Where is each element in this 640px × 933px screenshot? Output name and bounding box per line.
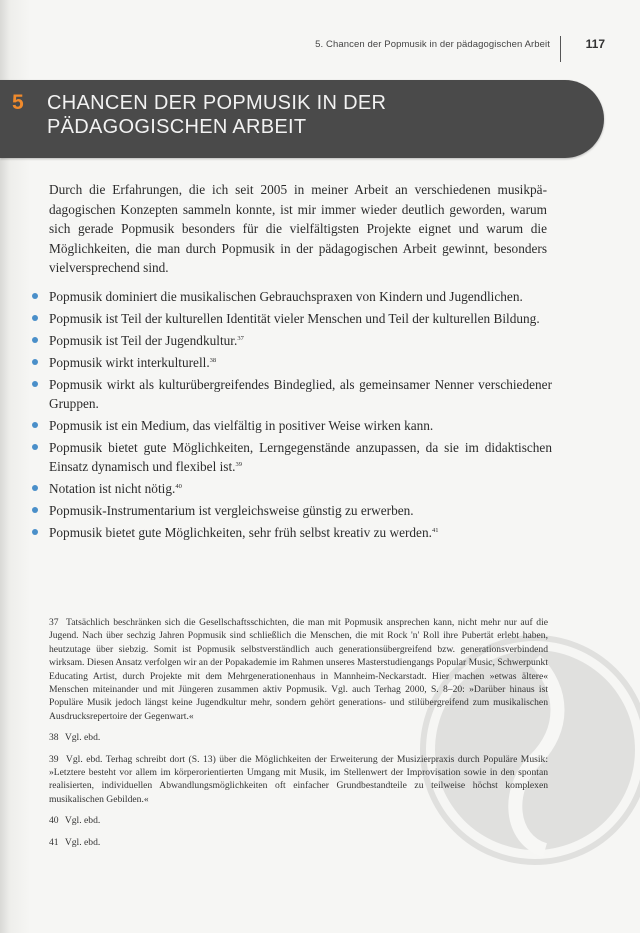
footnotes xyxy=(49,616,548,857)
intro-paragraph: Durch die Erfahrungen, die ich seit 2005 in meiner Arbeit an verschiedenen musikpädagogischen Konzepten sammeln konnte, ist mir immer wieder deutlich geworden, warum sich gerade Popmusik besonders für die vielfältigsten Projekte eignet und warum die Möglichkeiten, die man durch Popmusik in der pädagogischen Arbeit gewinnt, besonders vielversprechend sind. xyxy=(49,182,547,275)
list-item xyxy=(32,523,552,542)
bullet-list xyxy=(32,287,552,545)
footnote-number: 38 xyxy=(49,732,59,744)
chapter-title xyxy=(47,91,567,139)
footnote-text: Vgl. ebd. xyxy=(64,732,101,744)
list-item xyxy=(32,353,552,372)
list-item-text: Popmusik ist Teil der Jugendkultur. xyxy=(49,333,238,348)
bullet-dot-icon xyxy=(32,529,38,535)
list-item-text: Popmusik ist ein Medium, das vielfältig in positiver Weise wirken kann. xyxy=(49,418,434,433)
list-item-text: Popmusik wirkt als kulturübergreifendes Bindeglied, als gemeinsamer Nenner verschiedener Gruppen. xyxy=(49,377,552,411)
bullet-dot-icon xyxy=(32,359,38,365)
footnote-number: 40 xyxy=(49,815,59,827)
footnote-text: Vgl. ebd. Terhag schreibt dort (S. 13) über die Möglichkeiten der Erweiterung der Musizierpraxis durch Populäre Musik: »Letztere besteht vor allem im körperorientierten Umgang mit Musik, im Stellenwert der Improvisation sowie in den spontan realisierten, individuellen Abwandlungsmöglichkeiten oft einfacher Grundbestandteile zu teilweise höchst komplexen musikalischen Gebilden.« xyxy=(49,753,549,805)
footnote xyxy=(49,616,548,723)
footnote-text: Vgl. ebd. xyxy=(64,815,101,827)
footnote-ref[interactable]: 41 xyxy=(431,527,439,534)
footnote-ref[interactable]: 38 xyxy=(209,357,217,364)
list-item xyxy=(32,375,552,413)
list-item-text: Notation ist nicht nötig. xyxy=(49,481,176,496)
list-item xyxy=(32,438,552,476)
running-head-title: 5. Chancen der Popmusik in der pädagogischen Arbeit xyxy=(315,39,550,50)
bullet-dot-icon xyxy=(32,422,38,428)
footnote-number: 37 xyxy=(49,617,59,628)
footnote xyxy=(49,753,548,807)
list-item-text: Popmusik bietet gute Möglichkeiten, Lerngegenstände anzupassen, da sie im didaktischen Einsatz dynamisch und flexibel ist. xyxy=(49,440,552,474)
footnote-ref[interactable]: 39 xyxy=(235,461,242,468)
bullet-dot-icon xyxy=(32,315,38,321)
list-item-text: Popmusik bietet gute Möglichkeiten, sehr früh selbst kreativ zu werden. xyxy=(49,525,432,540)
footnote-ref[interactable]: 40 xyxy=(175,483,182,490)
footnote-number: 39 xyxy=(49,753,59,765)
footnote-number: 41 xyxy=(49,836,59,848)
list-item xyxy=(32,501,552,520)
chapter-title-line-1: CHANCEN DER POPMUSIK IN DER xyxy=(47,92,387,114)
footnote-text: Tatsächlich beschränken sich die Gesellschaftsschichten, die man mit Popmusik ansprechen kann, nicht mehr nur auf die Jugend. Nach über sechzig Jahren Popmusik sind schließlich die Menschen, die mit Rock 'n' Roll ihre Pubertät erlebt haben, heutzutage über siebzig. Somit ist Popmusik selbstverständlich auch generationsübergreifend bzw. generationsverbindend wirksam. Diesen Ansatz verfolgen wir an der Popakademie im Rahmen unseres Masterstudiengangs Popular Music, Schwerpunkt Educating Artist, durch Projekte mit dem Mehrgenerationenhaus in Mannheim-Neckarstadt. Hier machen »etwas ältere« Menschen miteinander und mit Jüngeren zusammen aktiv Popmusik. Vgl. auch Terhag 2000, S. 8–20: »Darüber hinaus ist Populäre Musik jedoch längst keine Jugendkultur mehr, sondern gehört generations- und stilübergreifend zum musikalischen Ausdrucksrepertoire der Gegenwart.« xyxy=(49,617,548,722)
footnote xyxy=(49,814,548,827)
footnote xyxy=(49,731,548,744)
bullet-dot-icon xyxy=(32,337,38,343)
list-item xyxy=(32,287,552,306)
chapter-number: 5 xyxy=(12,91,24,114)
bullet-dot-icon xyxy=(32,485,38,491)
page-number: 117 xyxy=(585,37,605,51)
chapter-title-line-2: PÄDAGOGISCHEN ARBEIT xyxy=(47,116,307,138)
footnote xyxy=(49,836,548,849)
list-item xyxy=(32,479,552,498)
list-item-text: Popmusik-Instrumentarium ist vergleichsweise günstig zu erwerben. xyxy=(49,503,414,518)
bullet-dot-icon xyxy=(32,381,38,387)
list-item-text: Popmusik ist Teil der kulturellen Identität vieler Menschen und Teil der kulturellen Bildung. xyxy=(49,311,540,326)
list-item-text: Popmusik dominiert die musikalischen Gebrauchspraxen von Kindern und Jugendlichen. xyxy=(49,289,523,304)
running-head-divider xyxy=(560,36,561,62)
bullet-dot-icon xyxy=(32,293,38,299)
footnote-ref[interactable]: 37 xyxy=(237,335,244,342)
list-item xyxy=(32,416,552,435)
footnote-text: Vgl. ebd. xyxy=(64,836,101,848)
list-item xyxy=(32,309,552,328)
list-item xyxy=(32,331,552,350)
list-item-text: Popmusik wirkt interkulturell. xyxy=(49,355,210,370)
bullet-dot-icon xyxy=(32,444,38,450)
bullet-dot-icon xyxy=(32,507,38,513)
